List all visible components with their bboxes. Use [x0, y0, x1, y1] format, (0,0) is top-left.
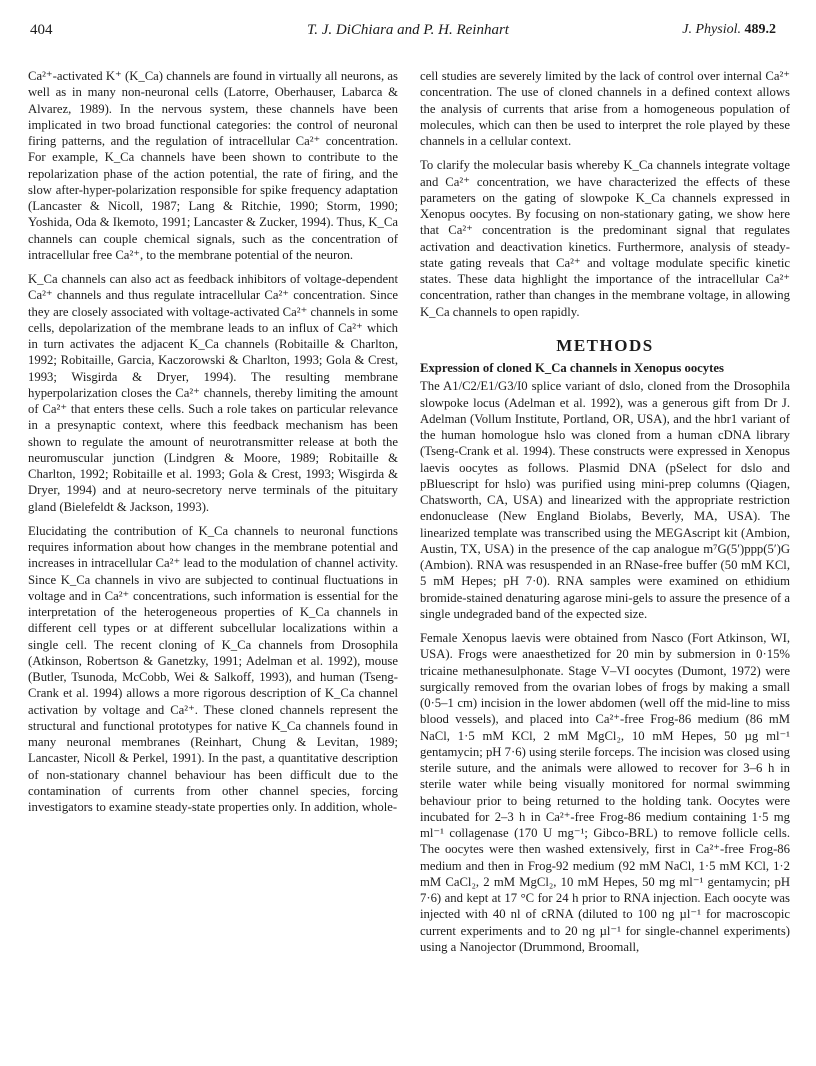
intro-paragraph-2: K_Ca channels can also act as feedback inhibitors of voltage-dependent Ca²⁺ channels and thus regulate intracellular Ca²⁺ concentration. Since they are closely associated with voltage-activated Ca²⁺ channels in some cells, depolarization of the membrane leads to an influx of Ca²⁺ which in turn activates the adjacent K_Ca channels (Robitaille & Charlton, 1992; Robitaille, Garcia, Kaczorowski & Charlton, 1993; Gola & Crest, 1993; Wisgirda & Dryer, 1994). The resulting membrane hyperpolarization closes the Ca²⁺ channels, thereby limiting the amount of Ca²⁺ that enters these cells. Such a role takes on particular relevance in a presynaptic context, where this feedback mechanism has been shown to regulate the amount of neurotransmitter release at both the neuromuscular junction (Lindgren & Moore, 1989; Robitaille & Charlton, 1992; Robitaille et al. 1993; Gola & Crest, 1993; Wisgirda & Dryer, 1994) and at neuro-secretory nerve terminals of the pituitary gland (Bielefeldt & Jackson, 1993).: [28, 272, 398, 514]
journal-volume: 489.2: [744, 22, 776, 37]
methods-paragraph-1: The A1/C2/E1/G3/I0 splice variant of dslo, cloned from the Drosophila slowpoke locus (Adelman et al. 1992), was a generous gift from Dr J. Adelman (Vollum Institute, Portland, OR, USA), and the hbr1 variant of the human homologue hslo was cloned from a human cDNA library (Tseng-Crank et al. 1994). These constructs were expressed in Xenopus laevis oocytes as follows. Plasmid DNA (pSelect for dslo and pBluescript for hslo) was purified using mini-prep columns (Qiagen, Chatsworth, CA, USA) and linearized with the appropriate restriction endonuclease (New England Biolabs, Beverly, MA, USA). The linearized template was transcribed using the MEGAscript kit (Ambion, Austin, TX, USA) in the presence of the cap analogue m⁷G(5′)ppp(5′)G (Ambion). RNA was resuspended in an RNase-free buffer (50 mM KCl, 5 mM Hepes; pH 7·0). RNA samples were examined on ethidium bromide-stained denaturing agarose mini-gels to assure the presence of a single undegraded band of the expected size.: [420, 379, 790, 621]
intro-paragraph-3: Elucidating the contribution of K_Ca channels to neuronal functions requires information about how changes in the membrane potential and increases in intracellular Ca²⁺ lead to the modulation of channel activity. Since K_Ca channels in vivo are subjected to continual fluctuations in voltage and in Ca²⁺ concentrations, such information is essential for the interpretation of the heterogeneous properties of K_Ca channels in different cell types or at different subcellular localizations within a single cell. The recent cloning of K_Ca channels from Drosophila (Atkinson, Robertson & Ganetzky, 1991; Adelman et al. 1992), mouse (Butler, Tsunoda, McCobb, Wei & Salkoff, 1993), and human (Tseng-Crank et al. 1994) allows a more rigorous description of K_Ca channel activation by voltage and Ca²⁺. These cloned channels represent the structural and functional prototypes for native K_Ca channels found in many neuronal membranes (Reinhart, Chung & Levitan, 1989; Lancaster, Nicoll & Perkel, 1991). In the past, a quantitative description of non-stationary channel behaviour has been difficult due to the contamination of currents from other channel species, forcing investigators to examine steady-state properties only. In addition, whole-: [28, 523, 398, 814]
running-head-authors: T. J. DiChiara and P. H. Reinhart: [307, 22, 509, 38]
running-header: [0, 22, 816, 42]
page-number: 404: [30, 22, 53, 38]
intro-paragraph-4: cell studies are severely limited by the lack of control over internal Ca²⁺ concentration. The use of cloned channels in a defined context allows the analysis of currents that arise from a homogeneous population of molecules, which can then be used to interpret the role played by these channels in a cellular context.: [420, 69, 790, 148]
intro-paragraph-5: To clarify the molecular basis whereby K_Ca channels integrate voltage and Ca²⁺ concentration, we have characterized the effects of these parameters on the gating of slowpoke K_Ca channels expressed in Xenopus oocytes. By focusing on non-stationary gating, we show here that Ca²⁺ concentration is the predominant signal that regulates activation and deactivation kinetics. Furthermore, analysis of steady-state gating reveals that Ca²⁺ and voltage modulate specific kinetic states. These data highlight the importance of the intracellular Ca²⁺ concentration, rather than changes in the membrane voltage, in allowing K_Ca channels to open rapidly.: [420, 158, 790, 319]
journal-name: J. Physiol.: [682, 22, 741, 37]
journal-citation: [682, 22, 776, 38]
left-column: [28, 68, 398, 823]
intro-paragraph-1: Ca²⁺-activated K⁺ (K_Ca) channels are found in virtually all neurons, as well as in many non-neuronal cells (Latorre, Oberhauser, Labarca & Alvarez, 1989). In the nervous system, these channels have been implicated in two broad functional categories: the control of neuronal firing patterns, and the regulation of intracellular Ca²⁺ concentration. For example, K_Ca channels have been shown to contribute to the repolarization phase of the action potential, the rate of firing, and the slow after-hyper-polarization responsible for spike frequency adaptation (Lancaster & Nicoll, 1987; Lang & Ritchie, 1990; Storm, 1990; Yoshida, Oda & Ikemoto, 1991; Lancaster & Zucker, 1994). Thus, K_Ca channels can couple chemical signals, such as the concentration of intracellular free Ca²⁺, to the membrane potential of the neuron.: [28, 69, 398, 262]
section-heading-methods: METHODS: [556, 335, 654, 355]
methods-paragraph-2: Female Xenopus laevis were obtained from Nasco (Fort Atkinson, WI, USA). Frogs were anaesthetized for 20 min by submersion in 0·15% tricaine methanesulphonate. Stage V–VI oocytes (Dumont, 1972) were surgically removed from the ovarian lobes of frogs by making a small (0·5–1 cm) incision in the lower abdomen (well off the mid-line to miss blood vessels), and placed into Ca²⁺-free Frog-86 medium (86 mM NaCl, 1·5 mM KCl, 2 mM MgCl₂, 10 mM Hepes, 50 µg ml⁻¹ gentamycin; pH 7·6) using sterile forceps. The incision was closed using sterile suture, and the animals were allowed to recover for 3–6 h in sterile water while being visually monitored for normal swimming behaviour prior to being returned to the holding tank. Oocytes were incubated for 2–3 h in Ca²⁺-free Frog-86 medium containing 1·5 mg ml⁻¹ collagenase (170 U mg⁻¹; Gibco-BRL) to remove follicle cells. The oocytes were then washed extensively, first in Ca²⁺-free Frog-86 medium and then in Frog-92 medium (92 mM NaCl, 1·5 mM KCl, 1·2 mM CaCl₂, 2 mM MgCl₂, 10 mM Hepes, 50 mg ml⁻¹ gentamycin; pH 7·6) and kept at 17 °C for 24 h prior to RNA injection. Each oocyte was injected with 40 nl of cRNA (diluted to 100 ng µl⁻¹ for macroscopic current experiments and to 20 ng µl⁻¹ for single-channel experiments) using a Nanojector (Drummond, Broomall,: [420, 631, 790, 954]
right-column: [420, 68, 790, 963]
subsection-heading: Expression of cloned K_Ca channels in Xenopus oocytes: [420, 361, 724, 375]
